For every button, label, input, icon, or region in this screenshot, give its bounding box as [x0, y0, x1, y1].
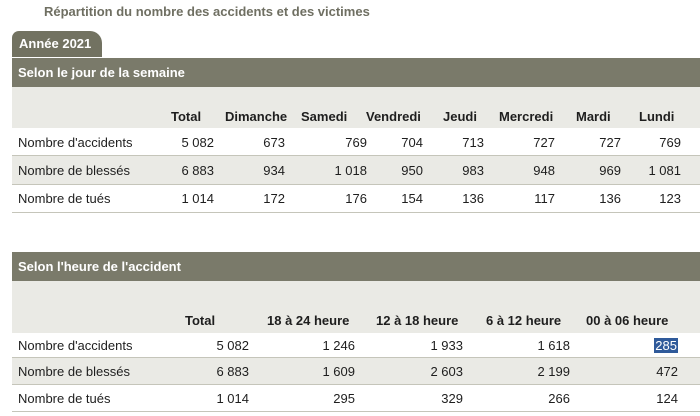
hour-table-header [12, 281, 700, 333]
col-mercredi: Mercredi [499, 109, 554, 124]
cell-mercredi: 117 [534, 191, 555, 206]
cell-6-12: 2 199 [537, 364, 570, 379]
cell-jeudi: 983 [462, 163, 484, 178]
cell-18-24: 1 246 [322, 338, 355, 353]
cell-lundi: 1 081 [648, 163, 681, 178]
cell-mardi: 969 [599, 163, 621, 178]
cell-mercredi: 948 [533, 163, 555, 178]
col-mardi: Mardi [576, 109, 611, 124]
cell-samedi: 1 018 [334, 163, 367, 178]
cell-6-12: 266 [548, 391, 570, 406]
cell-mercredi: 727 [533, 135, 555, 150]
cell-12-18: 1 933 [430, 338, 463, 353]
cell-vendredi: 950 [401, 163, 423, 178]
cell-vendredi: 704 [401, 135, 423, 150]
row-label: Nombre de tués [18, 391, 111, 406]
table-row [12, 385, 700, 412]
year-tab[interactable]: Année 2021 [12, 31, 102, 57]
table-row [12, 128, 700, 156]
col-jeudi: Jeudi [443, 109, 477, 124]
day-table [12, 87, 700, 213]
col-vendredi: Vendredi [366, 109, 421, 124]
cell-samedi: 769 [345, 135, 367, 150]
cell-total: 6 883 [181, 163, 214, 178]
cell-mardi: 727 [599, 135, 621, 150]
cell-dimanche: 673 [263, 135, 285, 150]
col-12-18: 12 à 18 heure [376, 313, 459, 328]
row-label: Nombre de blessés [18, 364, 130, 379]
cell-samedi: 176 [345, 191, 367, 206]
cell-total: 1 014 [216, 391, 249, 406]
table-row [12, 185, 700, 213]
cell-total: 5 082 [181, 135, 214, 150]
cell-dimanche: 172 [263, 191, 285, 206]
col-total: Total [185, 313, 216, 328]
row-label: Nombre de blessés [18, 163, 130, 178]
cell-mardi: 136 [599, 191, 621, 206]
cell-jeudi: 713 [462, 135, 484, 150]
row-label: Nombre de tués [18, 191, 111, 206]
section-hour-heading: Selon l'heure de l'accident [12, 252, 700, 281]
cell-00-06: 124 [656, 391, 678, 406]
col-00-06: 00 à 06 heure [586, 313, 669, 328]
cell-6-12: 1 618 [537, 338, 570, 353]
hour-table [12, 281, 700, 412]
cell-18-24: 1 609 [322, 364, 355, 379]
cell-dimanche: 934 [263, 163, 285, 178]
col-total: Total [171, 109, 202, 124]
cell-12-18: 2 603 [430, 364, 463, 379]
cell-lundi: 769 [659, 135, 681, 150]
col-6-12: 6 à 12 heure [486, 313, 562, 328]
col-dimanche: Dimanche [225, 109, 288, 124]
cell-total: 6 883 [216, 364, 249, 379]
col-lundi: Lundi [639, 109, 675, 124]
row-label: Nombre d'accidents [18, 338, 133, 353]
cell-total: 5 082 [216, 338, 249, 353]
page-title: Répartition du nombre des accidents et des victimes [44, 4, 370, 19]
cell-vendredi: 154 [401, 191, 423, 206]
cell-00-06: 472 [656, 364, 678, 379]
cell-00-06-selected[interactable]: 285 [655, 338, 677, 353]
cell-jeudi: 136 [462, 191, 484, 206]
cell-12-18: 329 [441, 391, 463, 406]
section-day-heading: Selon le jour de la semaine [12, 58, 700, 87]
table-row [12, 333, 700, 358]
cell-lundi: 123 [659, 191, 681, 206]
row-label: Nombre d'accidents [18, 135, 133, 150]
cell-total: 1 014 [181, 191, 214, 206]
col-18-24: 18 à 24 heure [267, 313, 350, 328]
table-row [12, 358, 700, 385]
day-table-header [12, 87, 700, 128]
table-row [12, 156, 700, 185]
cell-18-24: 295 [333, 391, 355, 406]
col-samedi: Samedi [301, 109, 348, 124]
